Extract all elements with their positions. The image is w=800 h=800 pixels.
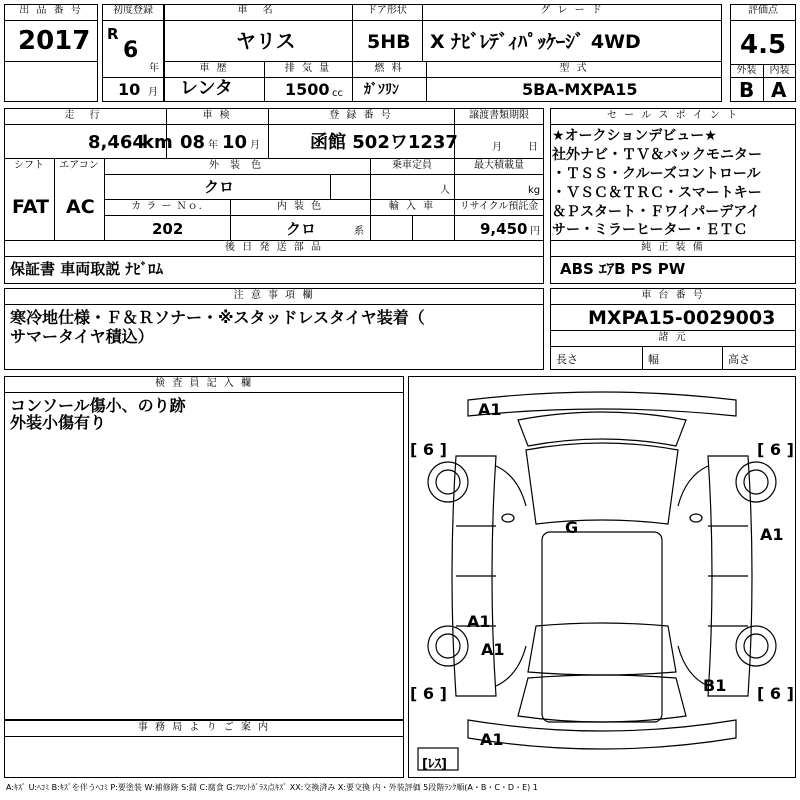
displacement-label: 排 気 量 (284, 63, 332, 74)
recycle-fee-label: リサイクル預託金 (459, 201, 539, 212)
score-label: 評価点 (748, 5, 778, 16)
mark-roof: G (565, 518, 579, 537)
inspector-line: コンソール傷小、のり跡 (10, 396, 186, 415)
inspection-label: 車 検 (202, 110, 232, 121)
damage-legend: A:ｷｽﾞ U:ﾍｺﾐ B:ｷｽﾞを伴うﾍｺﾐ P:要塗装 W:補修跡 S:錆 C:腐食 G:ﾌﾛﾝﾄｶﾞﾗｽ点ｷｽﾞ XX:交換済み X:要交換 内・外装評価 5段階ﾗﾝｸ順(A・B・C・D・E) 1 (6, 783, 538, 792)
selling-point-line: 社外ナビ・ＴＶ＆バックモニター (552, 147, 762, 163)
exterior-color: クロ (204, 178, 235, 196)
history-label: 車 歴 (199, 63, 229, 74)
inspector-line: 外装小傷有り (10, 413, 107, 432)
office-label: 事 務 局 よ り ご 案 内 (137, 722, 271, 733)
mileage-label: 走 行 (64, 110, 106, 121)
mark-spare: [ﾚｽ] (422, 757, 447, 772)
fuel-label: 燃 料 (374, 63, 404, 74)
registration-number: 函館 502ワ1237 (310, 132, 458, 153)
interior-color-unit: 系 (354, 226, 364, 237)
door-type: 5HB (367, 31, 411, 53)
selling-point-line: ・ＴＳＳ・クルーズコントロール (552, 166, 761, 182)
interior-color-label: 内 装 色 (276, 201, 324, 212)
recycle-fee-unit: 円 (530, 226, 540, 237)
width-label: 幅 (648, 353, 659, 366)
interior-grade: A (771, 78, 787, 102)
exterior-grade: B (739, 78, 755, 102)
recycle-fee: 9,450 (480, 220, 528, 238)
mark-right-side: A1 (760, 525, 784, 544)
shift: FAT (12, 196, 49, 218)
inspector-label: 検 査 員 記 入 欄 (155, 378, 253, 389)
car-diagram (408, 376, 796, 778)
transfer-day-unit: 日 (528, 142, 538, 153)
inspection-year-unit: 年 (208, 140, 218, 151)
chassis-label: 車 台 番 号 (641, 290, 705, 301)
color-number-label: カ ラ ー Ｎｏ. (131, 201, 203, 212)
model-label: 型 式 (559, 63, 589, 74)
notes-line: 寒冷地仕様・Ｆ＆Ｒソナー・※スタッドレスタイヤ装着（ (10, 308, 425, 327)
grade: X ﾅﾋﾞﾚﾃﾞｨﾊﾟｯｹｰｼﾞ 4WD (430, 31, 641, 53)
inspection-year: 08 (180, 132, 206, 153)
dimensions-label: 諸 元 (658, 332, 688, 343)
equipment: ABS ｴｱB PS PW (560, 260, 686, 278)
selling-point-line: ★オークションデビュー★ (552, 128, 717, 144)
year-unit: 年 (149, 63, 159, 74)
registration-era: R (107, 25, 119, 43)
height-label: 高さ (728, 353, 750, 366)
mark-front-bumper: A1 (478, 400, 502, 419)
overall-score: 4.5 (740, 30, 787, 60)
selling-point-line: ・ＶＳＣ＆ＴＲＣ・スマートキー (552, 185, 762, 201)
transfer-month-unit: 月 (492, 142, 502, 153)
car-name: ヤリス (236, 29, 296, 53)
model-code: 5BA-MXPA15 (522, 80, 638, 99)
interior-color: クロ (286, 220, 317, 238)
aircon-label: エアコン (59, 160, 99, 171)
max-load-label: 最大積載量 (474, 160, 524, 171)
month-unit: 月 (148, 87, 158, 98)
vehicle-header-table (164, 4, 722, 102)
mark-rear-left-tire: [ 6 ] (410, 684, 447, 703)
length-label: 長さ (556, 353, 578, 366)
capacity-label: 乗車定員 (392, 160, 432, 171)
interior-label: 内装 (769, 65, 790, 76)
exterior-color-label: 外 装 色 (208, 160, 266, 171)
color-number: 202 (152, 220, 184, 238)
registration-month: 10 (118, 80, 141, 99)
mark-front-right-tire: [ 6 ] (757, 440, 794, 459)
mark-left-mid: A1 (467, 612, 491, 631)
transfer-deadline-label: 譲渡書類期限 (469, 110, 529, 121)
equipment-label: 純 正 装 備 (641, 242, 705, 253)
mark-left-rear-quarter: A1 (481, 640, 505, 659)
fuel: ｶﾞｿﾘﾝ (364, 82, 399, 98)
mark-front-left-tire: [ 6 ] (410, 440, 447, 459)
exterior-label: 外装 (736, 65, 757, 76)
selling-point-line: ＆Ｐスタート・Ｆワイパーデアイ (552, 204, 761, 220)
mark-rear-right-tire: [ 6 ] (757, 684, 794, 703)
history: レンタ (180, 78, 233, 99)
first-registration-label: 初度登録 (113, 5, 153, 16)
lot-number-label: 出 品 番 号 (19, 5, 83, 16)
mark-rear-right: B1 (703, 676, 727, 695)
car-name-label: 車 名 (237, 5, 279, 16)
max-load-unit: kg (528, 185, 541, 196)
cc-unit: cc (332, 88, 343, 99)
lot-number: 2017 (18, 26, 91, 56)
registration-year: 6 (123, 38, 139, 63)
notes-label: 注 意 事 項 欄 (233, 290, 315, 301)
chassis-number: MXPA15-0029003 (588, 307, 776, 329)
shift-label: シフト (14, 160, 44, 171)
capacity-unit: 人 (440, 185, 450, 196)
aircon: AC (66, 196, 95, 218)
post-parts-label: 後 日 発 送 部 品 (225, 242, 323, 253)
displacement: 1500 (285, 80, 330, 99)
mileage: 8,464 (88, 132, 145, 153)
door-label: ドア形状 (367, 5, 407, 16)
selling-points-label: セ ー ル ス ポ イ ン ト (606, 110, 740, 121)
mark-rear-bumper: A1 (480, 730, 504, 749)
registration-number-label: 登 録 番 号 (329, 110, 393, 121)
post-parts: 保証書 車両取説 ﾅﾋﾞﾛﾑ (10, 260, 163, 278)
selling-point-line: サー・ミラーヒーター・ＥＴＣ (552, 222, 748, 238)
inspection-month-unit: 月 (250, 140, 260, 151)
import-label: 輸 入 車 (388, 201, 436, 212)
km-unit: km (142, 132, 173, 153)
notes-line: サマータイヤ積込） (10, 327, 154, 346)
inspection-month: 10 (222, 132, 248, 153)
grade-label: グ レ ー ド (540, 5, 604, 16)
